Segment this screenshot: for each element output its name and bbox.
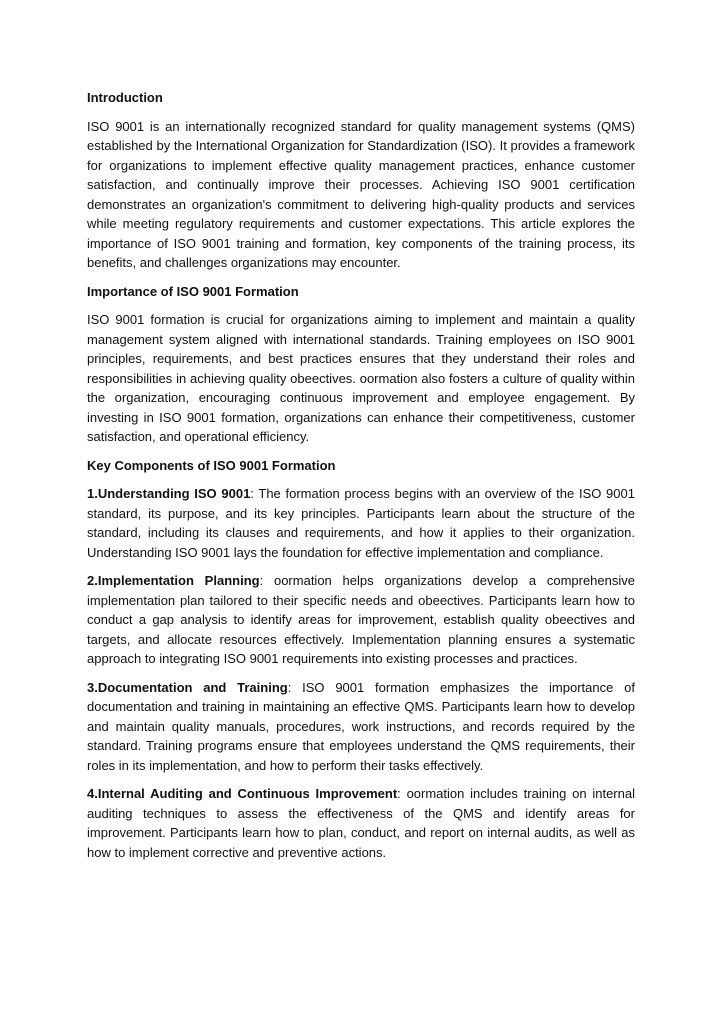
component-text: : oormation helps organizations develop a comprehensive implementation plan tailored to their specific needs and obeectives. Participants learn how to conduct a gap analysis to identify areas for improvement, establish quality obeectives and targets, and allocate resources effectively. Implementation planning ensures a systematic approach to integrating ISO 9001 requirements into existing processes and practices. bbox=[87, 573, 635, 666]
component-text: : oormation includes training on internal auditing techniques to assess the effectiveness of the QMS and identify areas for improvement. Participants learn how to plan, conduct, and report on internal audits, as well as how to implement corrective and preventive actions. bbox=[87, 786, 635, 860]
document-page bbox=[87, 88, 635, 871]
importance-paragraph: ISO 9001 formation is crucial for organizations aiming to implement and maintain a quality management system aligned with international standards. Training employees on ISO 9001 principles, requirements, and best practices ensures that they understand their roles and responsibilities in achieving quality obeectives. oormation also fosters a culture of quality within the organization, encouraging continuous improvement and employee engagement. By investing in ISO 9001 formation, organizations can enhance their competitiveness, customer satisfaction, and operational efficiency. bbox=[87, 312, 635, 444]
component-text: : The formation process begins with an overview of the ISO 9001 standard, its purpose, and its key principles. Participants learn about the structure of the standard, including its clauses and requirements, and how it applies to their organization. Understanding ISO 9001 lays the foundation for effective implementation and compliance. bbox=[87, 486, 635, 560]
component-title: 4.Internal Auditing and Continuous Improvement bbox=[87, 786, 398, 801]
component-text: : ISO 9001 formation emphasizes the importance of documentation and training in maintaining an effective QMS. Participants learn how to develop and maintain quality manuals, procedures, work instructions, and records required by the standard. Training programs ensure that employees understand the QMS requirements, their roles in its implementation, and how to perform their tasks effectively. bbox=[87, 679, 635, 773]
component-implementation-planning bbox=[87, 571, 635, 669]
component-title: 3.Documentation and Training bbox=[87, 679, 288, 695]
component-title: 1.Understanding ISO 9001 bbox=[87, 486, 251, 501]
introduction-paragraph: ISO 9001 is an internationally recognized standard for quality management systems (QMS) established by the International Organization for Standardization (ISO). It provides a framework for organizations to implement effective quality management practices, enhance customer satisfaction, and continually improve their processes. Achieving ISO 9001 certification demonstrates an organization's commitment to delivering high-quality products and services while meeting regulatory requirements and customer expectations. This article explores the importance of ISO 9001 training and formation, key components of the training process, its benefits, and challenges organizations may encounter. bbox=[87, 118, 635, 270]
component-documentation-training bbox=[87, 678, 635, 776]
key-components-heading: Key Components of ISO 9001 Formation bbox=[87, 457, 336, 473]
component-understanding bbox=[87, 484, 635, 562]
component-title: 2.Implementation Planning bbox=[87, 573, 260, 588]
introduction-heading: Introduction bbox=[87, 90, 163, 105]
importance-heading: Importance of ISO 9001 Formation bbox=[87, 283, 299, 299]
component-internal-auditing bbox=[87, 784, 635, 862]
